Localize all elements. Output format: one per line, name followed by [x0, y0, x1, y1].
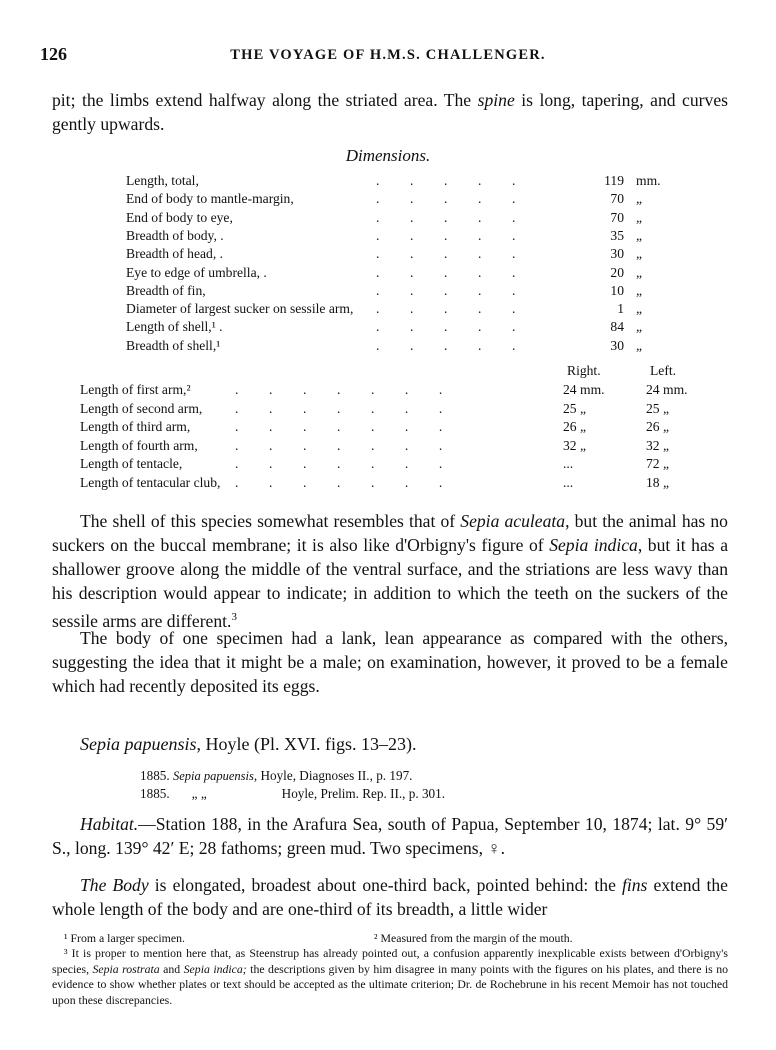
footnote-3: ³ It is proper to mention here that, as Steenstrup has already pointed out, a confusion apparently inexplicable exists between d'Orbigny's species, Sepia rostrata and Sepia indica; the descriptions given by him disagree in many points with the figures on his plates, and there is no evidence to show whether plates or text should be accepted as the ultimate criterion; Dr. de Rochebrune in his recent Memoir has not touched upon these discrepancies. [52, 946, 728, 1007]
comparison-paragraph: The shell of this species somewhat resembles that of Sepia aculeata, but the animal has no suckers on the buccal membrane; it is also like d'Orbigny's figure of Sepia indica, but it has a shallower groove along the middle of the ventral surface, and the striations are less wavy than his description would appear to indicate; in addition to which the teeth on the suckers of the sessile arms are different.$^3$ [52, 511, 729, 631]
footnotes-1-2: ¹ From a larger specimen. ² Measured from the margin of the mouth. [64, 931, 573, 945]
page-number: 126 [40, 44, 67, 64]
dimension-value: 35 [610, 227, 624, 243]
dimension-label: End of body to eye, [126, 209, 233, 225]
arm-right-value: ... [563, 456, 574, 472]
arm-row [80, 400, 720, 418]
arm-left-value: 72 „ [646, 456, 670, 472]
column-header-left: Left. [650, 363, 677, 378]
leader-dots: . . . . . [376, 282, 516, 298]
dimension-value: 20 [610, 264, 624, 280]
leader-dots: . . . . . . . [235, 437, 443, 453]
habitat-paragraph: Habitat.—Station 188, in the Arafura Sea, south of Papua, September 10, 1874; lat. 9° 59′ S., long. 139° 42′ E; 28 fathoms; green mud. Two specimens, ♀. [52, 814, 728, 858]
dimension-row [126, 172, 666, 190]
dimension-label: End of body to mantle-margin, [126, 191, 294, 207]
column-header-right: Right. [567, 363, 601, 378]
dimension-row [126, 337, 666, 355]
arm-label: Length of first arm,² [80, 382, 191, 397]
dimension-unit: „ [636, 319, 643, 335]
dimension-row [126, 264, 666, 282]
dimension-unit: „ [636, 246, 643, 262]
leader-dots: . . . . . [376, 246, 516, 262]
dimension-unit: „ [636, 227, 643, 243]
dimension-row [126, 227, 666, 245]
arm-left-value: 18 „ [646, 475, 670, 490]
arm-label: Length of tentacular club, [80, 475, 221, 490]
arm-row [80, 381, 720, 399]
leader-dots: . . . . . [376, 337, 516, 353]
arm-left-value: 25 „ [646, 400, 670, 416]
leader-dots: . . . . . [376, 191, 516, 207]
dimension-label: Length of shell,¹ . [126, 319, 223, 335]
dimension-label: Breadth of shell,¹ [126, 337, 221, 353]
arm-row [80, 474, 720, 492]
dimension-label: Breadth of body, . [126, 227, 224, 243]
arm-row [80, 437, 720, 455]
arm-left-value: 24 mm. [646, 382, 688, 397]
arm-label: Length of tentacle, [80, 456, 183, 472]
leader-dots: . . . . . . . [235, 382, 443, 397]
arm-right-value: 25 „ [563, 400, 587, 416]
leader-dots: . . . . . . . [235, 475, 443, 490]
dimensions-title: Dimensions. [345, 146, 431, 165]
leader-dots: . . . . . [376, 301, 516, 317]
dimension-unit: „ [636, 209, 643, 225]
species-heading: Sepia papuensis, Hoyle (Pl. XVI. figs. 13–23). [80, 734, 417, 754]
dimension-unit: „ [636, 264, 643, 280]
dimension-value: 119 [604, 173, 624, 188]
reference-1: 1885. Sepia papuensis, Hoyle, Diagnoses II., p. 197. [140, 768, 413, 783]
dimension-label: Breadth of head, . [126, 246, 224, 262]
body-paragraph: The Body is elongated, broadest about one-third back, pointed behind: the fins extend the whole length of the body and are one-third of its breadth, a little wider [52, 875, 728, 919]
dimension-unit: „ [636, 301, 643, 317]
leader-dots: . . . . . [376, 209, 516, 225]
dimension-unit: „ [636, 191, 643, 207]
dimension-row [126, 282, 666, 300]
leader-dots: . . . . . [376, 173, 516, 188]
dimension-unit: mm. [636, 173, 661, 188]
running-title: THE VOYAGE OF H.M.S. CHALLENGER. [230, 47, 546, 63]
dimension-row [126, 209, 666, 227]
dimension-row [126, 318, 666, 336]
arm-label: Length of fourth arm, [80, 437, 198, 453]
dimension-unit: „ [636, 282, 643, 298]
leader-dots: . . . . . [376, 264, 516, 280]
dimensions-table [126, 172, 666, 362]
intro-paragraph: pit; the limbs extend halfway along the striated area. The spine is long, tapering, and curves gently upwards. [52, 90, 728, 134]
dimension-label: Length, total, [126, 173, 199, 188]
leader-dots: . . . . . [376, 227, 516, 243]
dimension-value: 30 [610, 246, 624, 262]
dimension-label: Breadth of fin, [126, 282, 206, 298]
dimension-value: 1 [617, 301, 624, 317]
leader-dots: . . . . . . . [235, 400, 443, 416]
specimen-paragraph: The body of one specimen had a lank, lean appearance as compared with the others, suggesting the idea that it might be a male; on examination, however, it proved to be a female which had recently deposited its eggs. [52, 628, 728, 696]
arm-right-value: ... [563, 475, 574, 490]
dimension-row [126, 245, 666, 263]
arms-table [80, 362, 720, 502]
arm-left-value: 26 „ [646, 419, 670, 435]
arm-left-value: 32 „ [646, 437, 670, 453]
arm-row [80, 418, 720, 436]
arm-label: Length of third arm, [80, 419, 191, 435]
leader-dots: . . . . . . . [235, 419, 443, 435]
arm-label: Length of second arm, [80, 400, 203, 416]
dimension-label: Eye to edge of umbrella, . [126, 264, 267, 280]
dimension-unit: „ [636, 337, 643, 353]
dimension-value: 30 [610, 337, 624, 353]
dimension-value: 10 [610, 282, 624, 298]
arm-right-value: 32 „ [563, 437, 587, 453]
arm-right-value: 26 „ [563, 419, 587, 435]
dimension-row [126, 190, 666, 208]
dimension-label: Diameter of largest sucker on sessile arm, [126, 301, 354, 317]
arm-right-value: 24 mm. [563, 382, 605, 397]
arm-row [80, 455, 720, 473]
leader-dots: . . . . . . . [235, 456, 443, 472]
reference-2: 1885. „ „ Hoyle, Prelim. Rep. II., p. 301. [140, 786, 446, 801]
dimension-value: 70 [610, 209, 624, 225]
dimension-value: 84 [610, 319, 624, 335]
dimension-row [126, 300, 666, 318]
leader-dots: . . . . . [376, 319, 516, 335]
dimension-value: 70 [610, 191, 624, 207]
